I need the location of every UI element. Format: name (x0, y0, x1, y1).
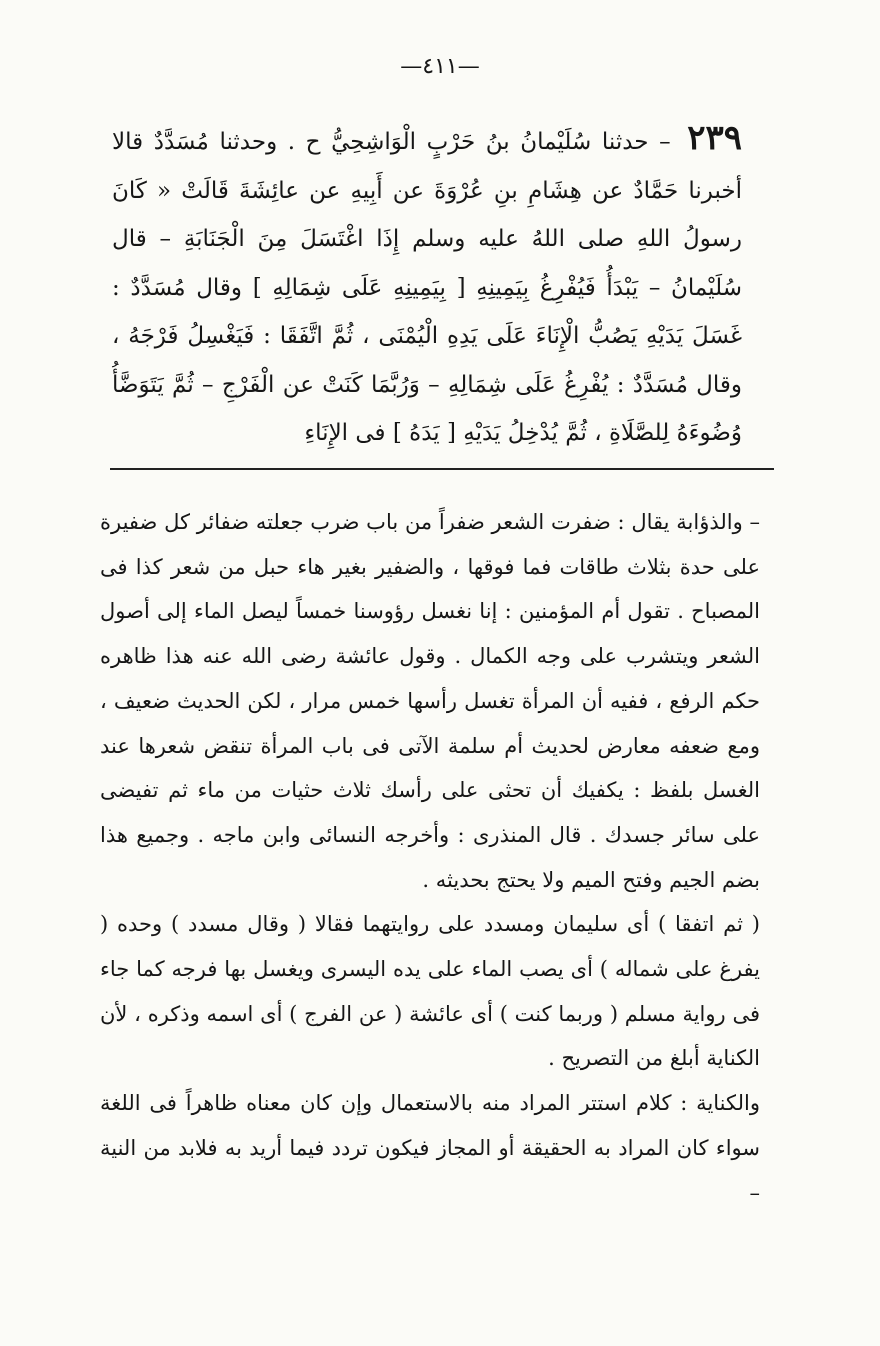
footnote-divider (110, 468, 774, 470)
commentary-block (100, 500, 760, 1215)
commentary-paragraph-2: ( ثم اتفقا ) أى سليمان ومسدد على روايتهما فقالا ( وقال مسدد ) وحده ( يفرغ على شماله ) أى يصب الماء على يده اليسرى ويغسل بها فرجه كما جاء فى رواية مسلم ( وربما كنت ) أى عائشة ( عن الفرج ) أى اسمه وذكره ، لأن الكناية أبلغ من التصريح . (100, 912, 760, 1071)
hadith-text: – حدثنا سُلَيْمانُ بنُ حَرْبٍ الْوَاشِحِيُّ ح . وحدثنا مُسَدَّدٌ قالا أخبرنا حَمَّادٌ عن هِشَامِ بنِ عُرْوَةَ عن أَبِيهِ عن عائِشَةَ قَالَتْ « كَانَ رسولُ اللهِ صلى اللهُ عليه وسلم إِذَا اغْتَسَلَ مِنَ الْجَنَابَةِ – قال سُلَيْمانُ – يَبْدَأُ فَيُفْرِغُ بِيَمِينِهِ [ بِيَمِينِهِ عَلَى شِمَالِهِ ] وقال مُسَدَّدٌ : غَسَلَ يَدَيْهِ يَصُبُّ الْإِنَاءَ عَلَى يَدِهِ الْيُمْنَى ، ثُمَّ اتَّفَقَا : فَيَغْسِلُ فَرْجَهُ ، وقال مُسَدَّدٌ : يُفْرِغُ عَلَى شِمَالِهِ – وَرُبَّمَا كَنَتْ عن الْفَرْجِ – ثُمَّ يَتَوَضَّأُ وُضُوءَهُ لِلصَّلَاةِ ، ثُمَّ يُدْخِلُ يَدَيْهِ [ يَدَهُ ] فى الإِنَاءِ (112, 129, 742, 446)
commentary-paragraph-3: والكناية : كلام استتر المراد منه بالاستعمال وإن كان معناه ظاهراً فى اللغة سواء كان المراد به الحقيقة أو المجاز فيكون تردد فيما أريد به فلابد من النية – (100, 1091, 760, 1205)
commentary-paragraph-1: – والذؤابة يقال : ضفرت الشعر ضفراً من باب ضرب جعلته ضفائر كل ضفيرة على حدة بثلاث طاقات فما فوقها ، والضفير بغير هاء حبل من شعر كذا فى المصباح . تقول أم المؤمنين : إنا نغسل رؤوسنا خمساً ليصل الماء إلى أصول الشعر ويتشرب على وجه الكمال . وقول عائشة رضى الله عنه هذا ظاهره حكم الرفع ، ففيه أن المرأة تغسل رأسها خمس مرار ، لكن الحديث ضعيف ، ومع ضعفه معارض لحديث أم سلمة الآتى فى باب المرأة تنقض شعرها عند الغسل بلفظ : يكفيك أن تحثى على رأسك ثلاث حثيات من ماء ثم تفيضى على سائر جسدك . قال المنذرى : وأخرجه النسائى وابن ماجه . وجميع هذا بضم الجيم وفتح الميم ولا يحتج بحديثه . (100, 510, 760, 892)
hadith-paragraph (112, 114, 742, 458)
hadith-number: ٢٣٩ (687, 118, 742, 158)
page-number: —٤١١— (400, 54, 480, 79)
hadith-block (112, 114, 742, 458)
